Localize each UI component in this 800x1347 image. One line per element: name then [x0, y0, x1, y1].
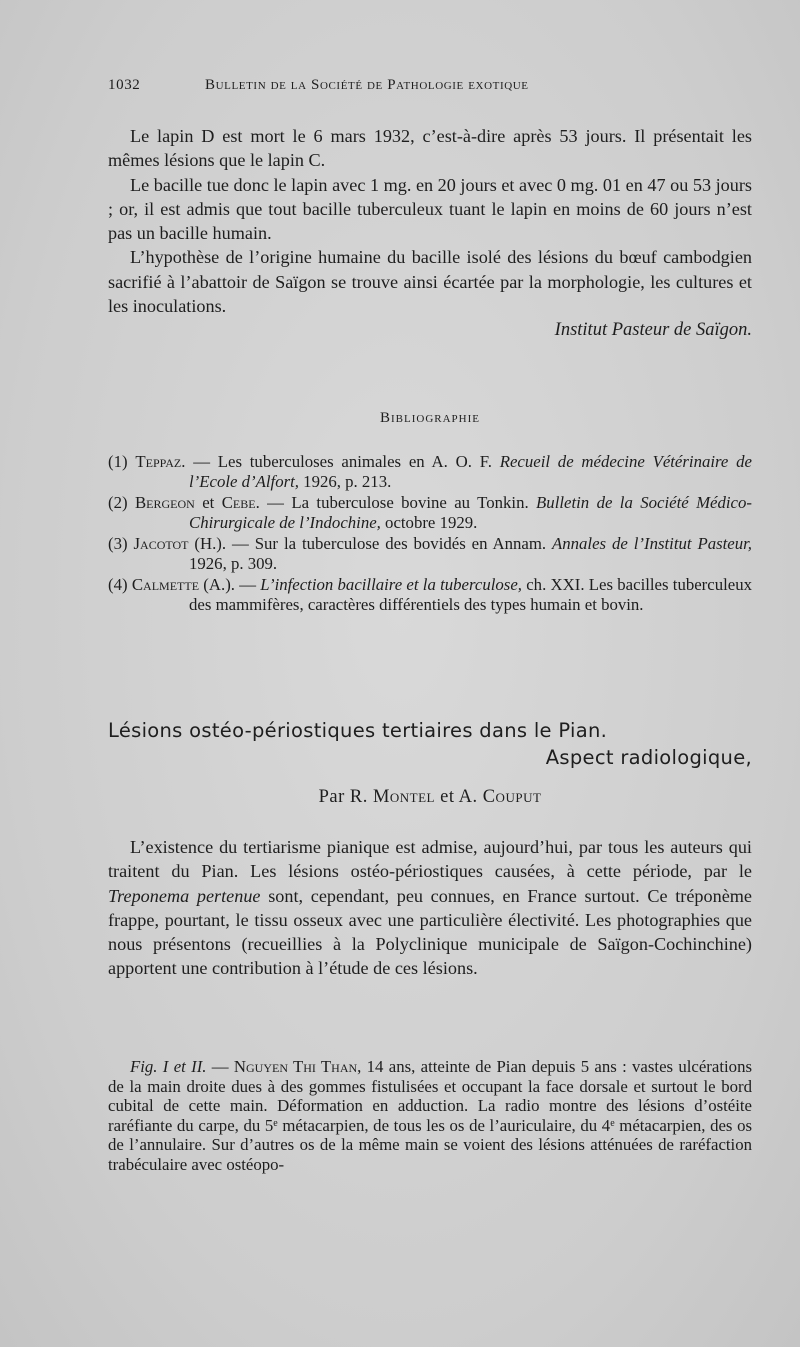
figure-caption: [108, 1057, 752, 1175]
bibliography-list: [108, 452, 752, 616]
institution-signature: Institut Pasteur de Saïgon.: [554, 320, 752, 341]
article-intro: [108, 835, 752, 981]
article-authors: [108, 787, 752, 808]
page-number: 1032: [108, 77, 141, 93]
ref-text: (A.). —: [199, 575, 261, 594]
ref-text: — Les tuberculoses animales en A. O. F.: [185, 452, 500, 471]
ref-journal: Annales de l’Institut Pasteur,: [552, 534, 752, 553]
ref-number: (4): [108, 575, 128, 594]
intro-text: L’existence du tertiarisme pianique est admise, aujourd’hui, par tous les auteurs qui traitent du Pian. Les lésions ostéo-périostiques causées, à cette période, par le: [108, 837, 752, 882]
author-couput: Couput: [482, 787, 542, 807]
article-title-line-2: Aspect radiologique,: [545, 746, 752, 769]
ref-number: (1): [108, 452, 128, 471]
byline-prefix: Par R.: [318, 787, 373, 807]
ref-journal: Recueil de médecine Vétérinaire de l’Ecole d’Alfort,: [189, 452, 752, 491]
caption-text-2: métacarpien, de tous les os de l’auriculaire, du 4: [277, 1115, 611, 1135]
bibliography-title: Bibliographie: [380, 410, 480, 426]
ref-number: (2): [108, 493, 128, 512]
ref-tail: 1926, p. 309.: [189, 553, 278, 573]
bibliography-heading: [108, 410, 752, 427]
ordinal-superscript-2: e: [610, 1117, 615, 1129]
running-title: Bulletin de la Société de Pathologie exotique: [205, 77, 529, 93]
byline: [108, 787, 752, 808]
ref-tail: octobre 1929.: [380, 512, 478, 532]
species-name: Treponema pertenue: [108, 885, 261, 906]
article-title-line-1: Lésions ostéo-périostiques tertiaires dans le Pian.: [108, 719, 608, 742]
figure-caption-block: [108, 1057, 752, 1175]
intro-text-continued: sont, cependant, peu connues, en France surtout. Ce tréponème frappe, pourtant, le tissu osseux avec une particulière électivité. Les photographies que nous présentons (recueillies à la Polyclinique municipale de Saïgon-Cochinchine) apportent une contribution à l’étude de ces lésions.: [108, 885, 752, 979]
figure-label: Fig. I et II.: [130, 1057, 207, 1076]
caption-dash: —: [206, 1057, 234, 1076]
article-title: [108, 719, 752, 769]
caption-text-3: métacarpien, des os de l’annulaire. Sur d’autres os de la même main se voient des lésions atténuées de raréfaction trabéculaire avec ostéopo-: [108, 1115, 753, 1174]
bibliography-item-1: [108, 452, 752, 491]
ref-author: Bergeon: [134, 493, 195, 512]
paragraph-bacillus: Le bacille tue donc le lapin avec 1 mg. en 20 jours et avec 0 mg. 01 en 47 ou 53 jours ; or, il est admis que tout bacille tuberculeux tuant le lapin en moins de 60 jours n’est pas un bacille humain.: [108, 174, 752, 244]
ref-author: Teppaz.: [135, 452, 186, 471]
ref-author: Calmette: [131, 575, 200, 594]
ref-tail: ch. XXI. Les bacilles tuberculeux des mammifères, caractères différentiels des types humain et bovin.: [189, 575, 752, 614]
intro-paragraph: [108, 835, 752, 981]
bibliography-item-2: [108, 493, 752, 532]
ref-conj: et: [194, 493, 222, 512]
patient-name: Nguyen Thi Than,: [233, 1057, 362, 1076]
ref-text: — La tuberculose bovine au Tonkin.: [259, 493, 537, 512]
ref-number: (3): [108, 534, 128, 553]
bibliography-item-4: [108, 575, 752, 614]
ref-author: Jacotot: [133, 534, 189, 553]
ref-journal: L’infection bacillaire et la tuberculose,: [260, 575, 522, 594]
byline-and: et A.: [435, 787, 483, 807]
paragraph-rabbit-d: Le lapin D est mort le 6 mars 1932, c’est-à-dire après 53 jours. Il présentait les mêmes lésions que le lapin C.: [108, 126, 752, 171]
ref-tail: 1926, p. 213.: [298, 471, 392, 491]
caption-text: 14 ans, atteinte de Pian depuis 5 ans : vastes ulcérations de la main droite dues à des gommes fistulisées et occupant la face dorsale et surtout le bord cubital de cette main. Déformation en adduction. La radio montre des lésions d’ostéite raréfiante du carpe, du 5: [108, 1057, 752, 1135]
ref-author-2: Cebe.: [221, 493, 260, 512]
ref-journal: Bulletin de la Société Médico-Chirurgicale de l’Indochine,: [189, 493, 752, 532]
conclusion-section: [108, 124, 752, 341]
ref-text: (H.). — Sur la tuberculose des bovidés en Annam.: [188, 534, 552, 553]
paragraph-hypothesis: L’hypothèse de l’origine humaine du bacille isolé des lésions du bœuf cambodgien sacrifié à l’abattoir de Saïgon se trouve ainsi écartée par la morphologie, les cultures et les inoculations.: [108, 247, 752, 317]
author-montel: Montel: [372, 787, 436, 807]
ordinal-superscript: e: [273, 1117, 278, 1129]
bibliography-item-3: [108, 534, 752, 573]
